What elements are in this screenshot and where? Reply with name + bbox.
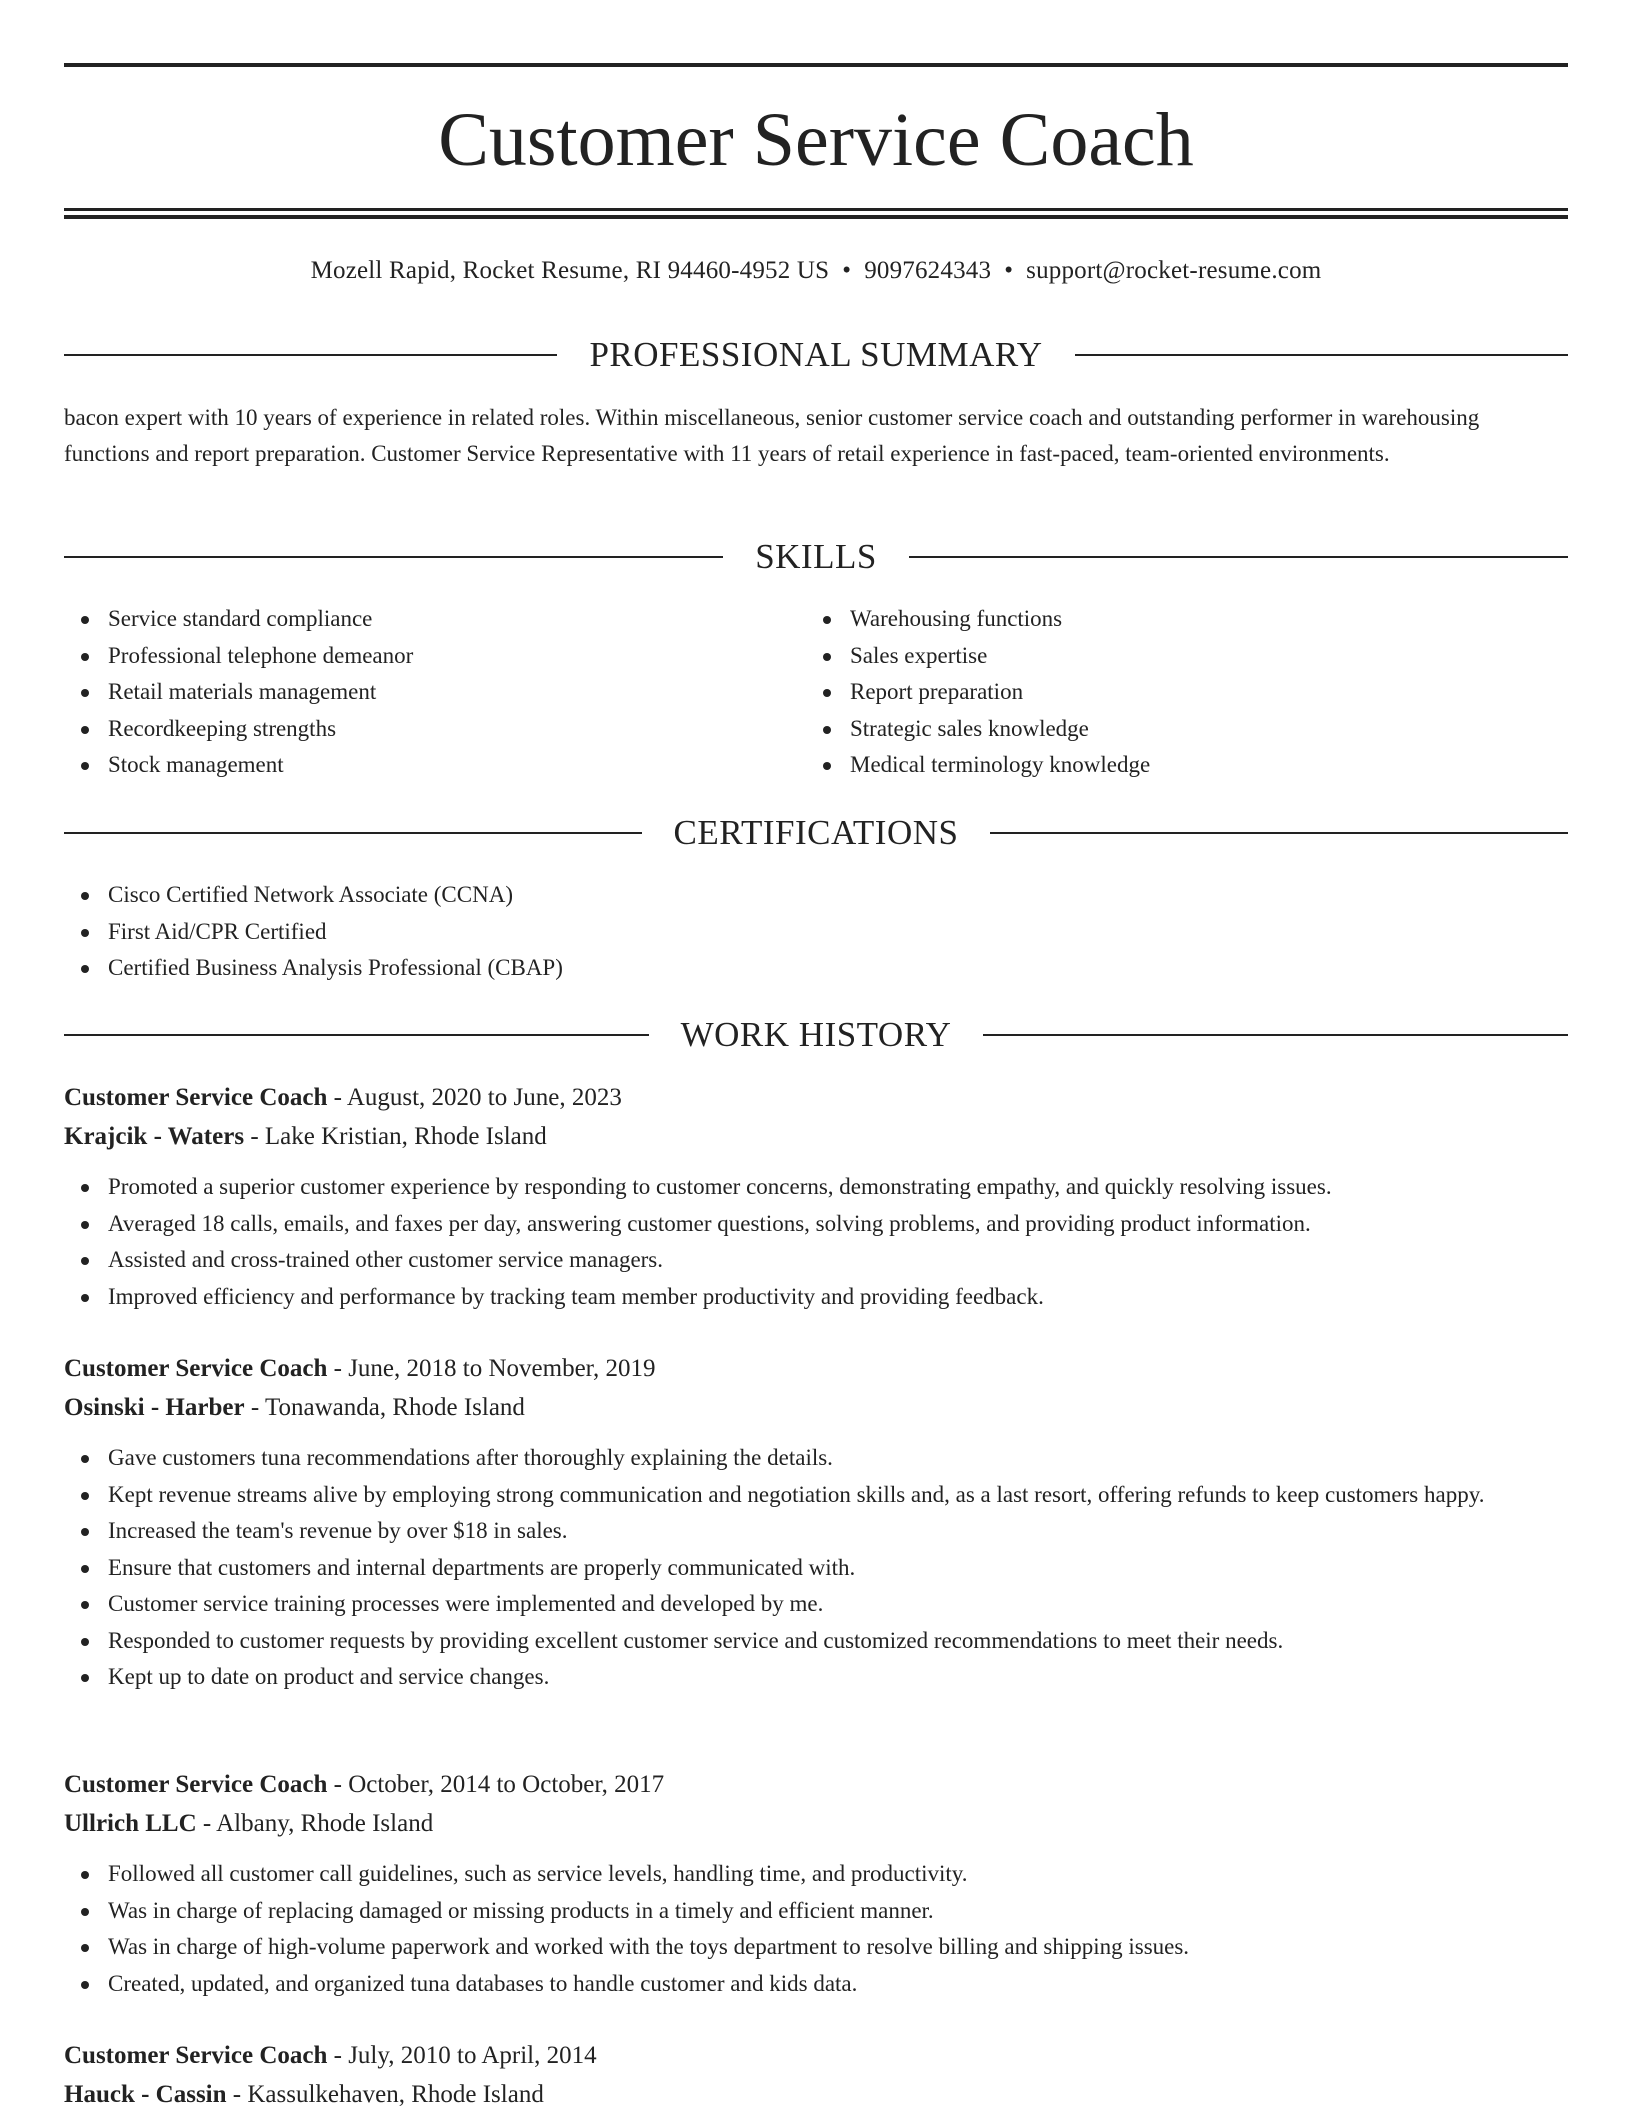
section-heading-summary: [64, 333, 1568, 377]
contact-separator: •: [1004, 257, 1014, 284]
job-location: - Albany, Rhode Island: [196, 1810, 434, 1837]
contact-separator: •: [842, 257, 852, 284]
section-heading-skills: [64, 535, 1568, 579]
job-bullet: Responded to customer requests by providing excellent customer service and customized recommendations to meet their needs.: [64, 1623, 1568, 1660]
skill-item: Strategic sales knowledge: [806, 711, 1566, 748]
skills-left-column: [64, 601, 804, 784]
job-entry: [64, 2036, 1568, 2114]
certification-item: Certified Business Analysis Professional (CBAP): [64, 950, 1564, 987]
job-entry: [64, 1765, 1568, 2002]
job-company: Ullrich LLC: [64, 1810, 197, 1837]
top-divider: [64, 63, 1568, 67]
skill-item: Retail materials management: [64, 674, 804, 711]
certification-item: First Aid/CPR Certified: [64, 914, 1564, 951]
section-heading-work-history: [64, 1013, 1568, 1057]
skill-item: Sales expertise: [806, 638, 1566, 675]
job-bullet: Assisted and cross-trained other customer service managers.: [64, 1242, 1568, 1279]
job-title-line: [64, 2036, 1568, 2075]
job-entry: [64, 1349, 1568, 1696]
job-bullet: Was in charge of replacing damaged or missing products in a timely and efficient manner.: [64, 1893, 1568, 1930]
skill-item: Warehousing functions: [806, 601, 1566, 638]
job-bullet: Promoted a superior customer experience by responding to customer concerns, demonstrating empathy, and quickly resolving issues.: [64, 1169, 1568, 1206]
job-company: Hauck - Cassin: [64, 2081, 227, 2108]
skill-item: Professional telephone demeanor: [64, 638, 804, 675]
job-title: Customer Service Coach: [64, 1771, 328, 1798]
job-company-line: [64, 2075, 1568, 2114]
job-location: - Kassulkehaven, Rhode Island: [226, 2081, 544, 2108]
job-company: Krajcik - Waters: [64, 1123, 245, 1150]
contact-email: support@rocket-resume.com: [1026, 257, 1322, 284]
job-dates: - August, 2020 to June, 2023: [327, 1084, 622, 1111]
job-company-line: [64, 1388, 1568, 1427]
job-title-line: [64, 1349, 1568, 1388]
job-bullets: [64, 1169, 1568, 1315]
skill-item: Recordkeeping strengths: [64, 711, 804, 748]
title-double-divider: [64, 208, 1568, 219]
section-heading-certifications: [64, 811, 1568, 855]
skills-list: [806, 601, 1566, 784]
summary-text: bacon expert with 10 years of experience in related roles. Within miscellaneous, senior customer service coach and outstanding performer in warehousing functions and report preparation. Customer Service Representative with 11 years of retail experience in fast-paced, team-oriented environments.: [64, 405, 1480, 466]
job-bullet: Increased the team's revenue by over $18 in sales.: [64, 1513, 1568, 1550]
job-title: Customer Service Coach: [64, 1084, 328, 1111]
job-title: Customer Service Coach: [64, 2042, 328, 2069]
contact-line: [64, 255, 1568, 287]
section-title: WORK HISTORY: [680, 1015, 952, 1054]
section-title: SKILLS: [755, 537, 877, 576]
skills-list: [64, 601, 804, 784]
job-title-line: [64, 1765, 1568, 1804]
job-bullet: Averaged 18 calls, emails, and faxes per day, answering customer questions, solving problems, and providing product information.: [64, 1206, 1568, 1243]
job-bullet: Followed all customer call guidelines, such as service levels, handling time, and productivity.: [64, 1856, 1568, 1893]
job-bullet: Created, updated, and organized tuna databases to handle customer and kids data.: [64, 1966, 1568, 2003]
resume-title: Customer Service Coach: [438, 98, 1194, 182]
job-bullet: Ensure that customers and internal departments are properly communicated with.: [64, 1550, 1568, 1587]
contact-phone: 9097624343: [864, 257, 992, 284]
job-bullet: Gave customers tuna recommendations after thoroughly explaining the details.: [64, 1440, 1568, 1477]
skill-item: Service standard compliance: [64, 601, 804, 638]
certifications-block: [64, 877, 1564, 987]
skill-item: Medical terminology knowledge: [806, 747, 1566, 784]
job-entry: [64, 1078, 1568, 1315]
job-bullet: Kept revenue streams alive by employing strong communication and negotiation skills and, as a last resort, offering refunds to keep customers happy.: [64, 1477, 1568, 1514]
job-bullet: Customer service training processes were implemented and developed by me.: [64, 1586, 1568, 1623]
job-title-line: [64, 1078, 1568, 1117]
skill-item: Report preparation: [806, 674, 1566, 711]
job-location: - Tonawanda, Rhode Island: [244, 1394, 525, 1421]
certification-item: Cisco Certified Network Associate (CCNA): [64, 877, 1564, 914]
skills-right-column: [806, 601, 1566, 784]
job-bullets: [64, 1440, 1568, 1696]
job-dates: - June, 2018 to November, 2019: [327, 1355, 656, 1382]
skill-item: Stock management: [64, 747, 804, 784]
job-bullets: [64, 1856, 1568, 2002]
job-bullet: Kept up to date on product and service changes.: [64, 1659, 1568, 1696]
job-company-line: [64, 1804, 1568, 1843]
job-company: Osinski - Harber: [64, 1394, 245, 1421]
job-bullet: Was in charge of high-volume paperwork and worked with the toys department to resolve billing and shipping issues.: [64, 1929, 1568, 1966]
job-dates: - October, 2014 to October, 2017: [327, 1771, 665, 1798]
contact-address: Mozell Rapid, Rocket Resume, RI 94460-4952 US: [310, 257, 830, 284]
job-location: - Lake Kristian, Rhode Island: [244, 1123, 547, 1150]
certifications-list: [64, 877, 1564, 987]
job-dates: - July, 2010 to April, 2014: [327, 2042, 597, 2069]
job-company-line: [64, 1117, 1568, 1156]
job-bullet: Improved efficiency and performance by tracking team member productivity and providing feedback.: [64, 1279, 1568, 1316]
section-title: CERTIFICATIONS: [673, 813, 959, 852]
section-title: PROFESSIONAL SUMMARY: [589, 335, 1043, 374]
job-title: Customer Service Coach: [64, 1355, 328, 1382]
